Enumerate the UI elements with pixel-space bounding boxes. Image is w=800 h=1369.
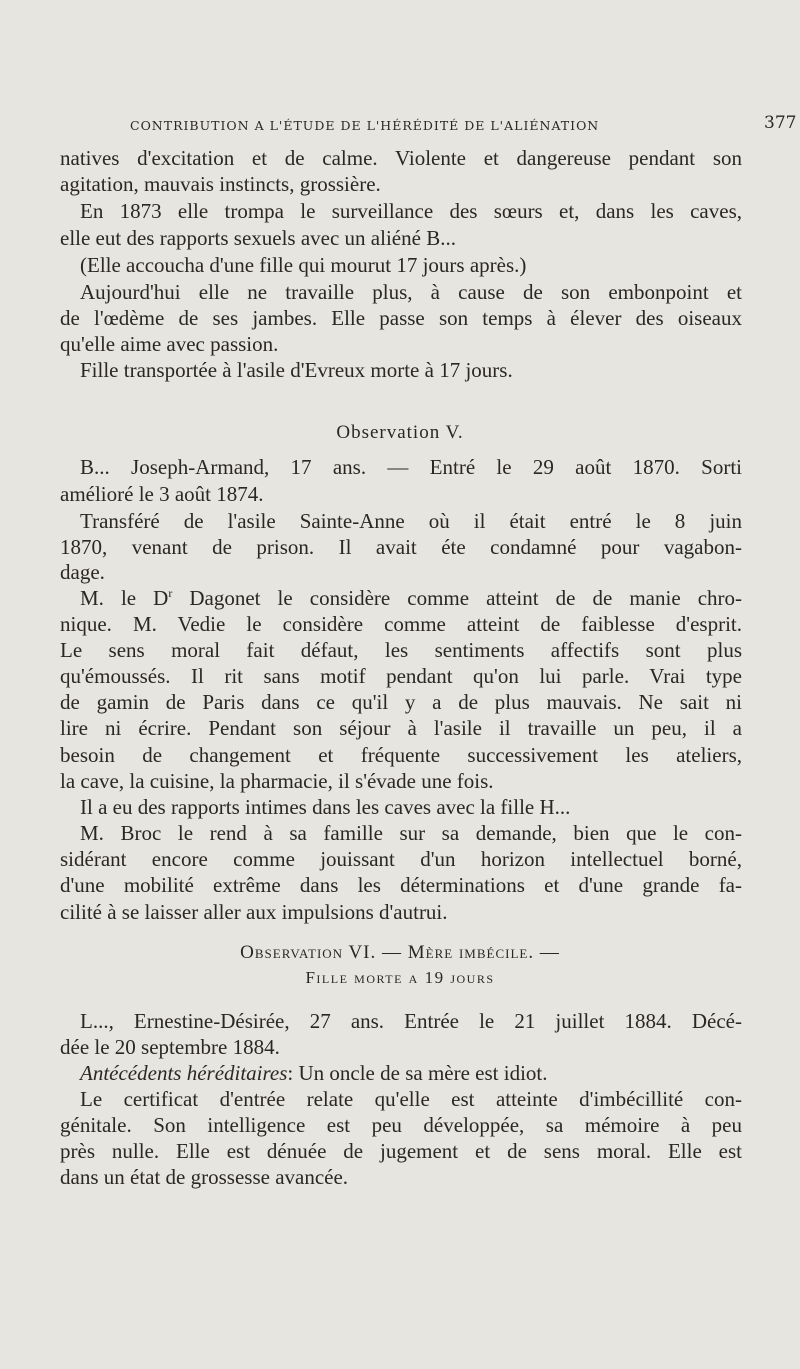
- text-line: Le sens moral fait défaut, les sentiments affectifs sont plus: [60, 638, 742, 662]
- text-fragment: M. le D: [80, 586, 169, 610]
- text-line: de gamin de Paris dans ce qu'il y a de plus mauvais. Ne sait ni: [60, 690, 742, 714]
- text-line: la cave, la cuisine, la pharmacie, il s'évade une fois.: [60, 769, 494, 793]
- text-line: qu'elle aime avec passion.: [60, 332, 279, 356]
- text-line: amélioré le 3 août 1874.: [60, 482, 264, 506]
- text-line: Transféré de l'asile Sainte-Anne où il était entré le 8 juin: [80, 509, 742, 533]
- text-line: [80, 1063, 548, 1084]
- text-line: L..., Ernestine-Désirée, 27 ans. Entrée le 21 juillet 1884. Décé-: [80, 1009, 742, 1033]
- text-line: d'une mobilité extrême dans les déterminations et d'une grande fa-: [60, 873, 742, 897]
- text-line: Il a eu des rapports intimes dans les caves avec la fille H...: [80, 795, 571, 819]
- text-line: dage.: [60, 560, 105, 584]
- page-number: 377: [764, 113, 797, 133]
- text-fragment: Dagonet le considère comme atteint de de manie chro-: [172, 586, 742, 610]
- section-heading: Observation V.: [336, 422, 464, 443]
- text-fragment: : Un oncle de sa mère est idiot.: [287, 1061, 548, 1085]
- text-line: nique. M. Vedie le considère comme atteint de faiblesse d'esprit.: [60, 612, 742, 636]
- text-line: Aujourd'hui elle ne travaille plus, à cause de son embonpoint et: [80, 280, 742, 304]
- text-line: lire ni écrire. Pendant son séjour à l'asile il travaille un peu, il a: [60, 716, 742, 740]
- text-line: M. Broc le rend à sa famille sur sa demande, bien que le con-: [80, 821, 742, 845]
- text-line: (Elle accoucha d'une fille qui mourut 17 jours après.): [80, 253, 527, 277]
- text-line: Le certificat d'entrée relate qu'elle est atteinte d'imbécillité con-: [80, 1087, 742, 1111]
- text-line: 1870, venant de prison. Il avait éte condamné pour vagabon-: [60, 535, 742, 559]
- text-line: agitation, mauvais instincts, grossière.: [60, 172, 381, 196]
- text-line: de l'œdème de ses jambes. Elle passe son temps à élever des oiseaux: [60, 306, 742, 330]
- text-line: besoin de changement et fréquente successivement les ateliers,: [60, 743, 742, 767]
- text-line: qu'émoussés. Il rit sans motif pendant qu'on lui parle. Vrai type: [60, 664, 742, 688]
- text-line: dans un état de grossesse avancée.: [60, 1165, 349, 1189]
- running-header: CONTRIBUTION A L'ÉTUDE DE L'HÉRÉDITÉ DE L'ALIÉNATION: [130, 118, 600, 133]
- section-subheading: Fille morte a 19 jours: [305, 968, 495, 987]
- superscript: r: [168, 586, 173, 600]
- text-line: elle eut des rapports sexuels avec un aliéné B...: [60, 226, 456, 250]
- text-line: natives d'excitation et de calme. Violente et dangereuse pendant son: [60, 146, 742, 170]
- text-line: B... Joseph-Armand, 17 ans. — Entré le 29 août 1870. Sorti: [80, 455, 742, 479]
- section-heading: Observation VI. — Mère imbécile. —: [240, 942, 560, 963]
- text-line: Fille transportée à l'asile d'Evreux morte à 17 jours.: [80, 358, 513, 382]
- text-line: cilité à se laisser aller aux impulsions d'autrui.: [60, 900, 448, 924]
- text-line: près nulle. Elle est dénuée de jugement et de sens moral. Elle est: [60, 1139, 742, 1163]
- italic-term: Antécédents héréditaires: [80, 1061, 288, 1085]
- text-line: génitale. Son intelligence est peu développée, sa mémoire à peu: [60, 1113, 742, 1137]
- text-line: sidérant encore comme jouissant d'un horizon intellectuel borné,: [60, 847, 742, 871]
- text-line: [80, 588, 742, 609]
- text-line: En 1873 elle trompa le surveillance des sœurs et, dans les caves,: [80, 199, 742, 223]
- text-line: dée le 20 septembre 1884.: [60, 1035, 280, 1059]
